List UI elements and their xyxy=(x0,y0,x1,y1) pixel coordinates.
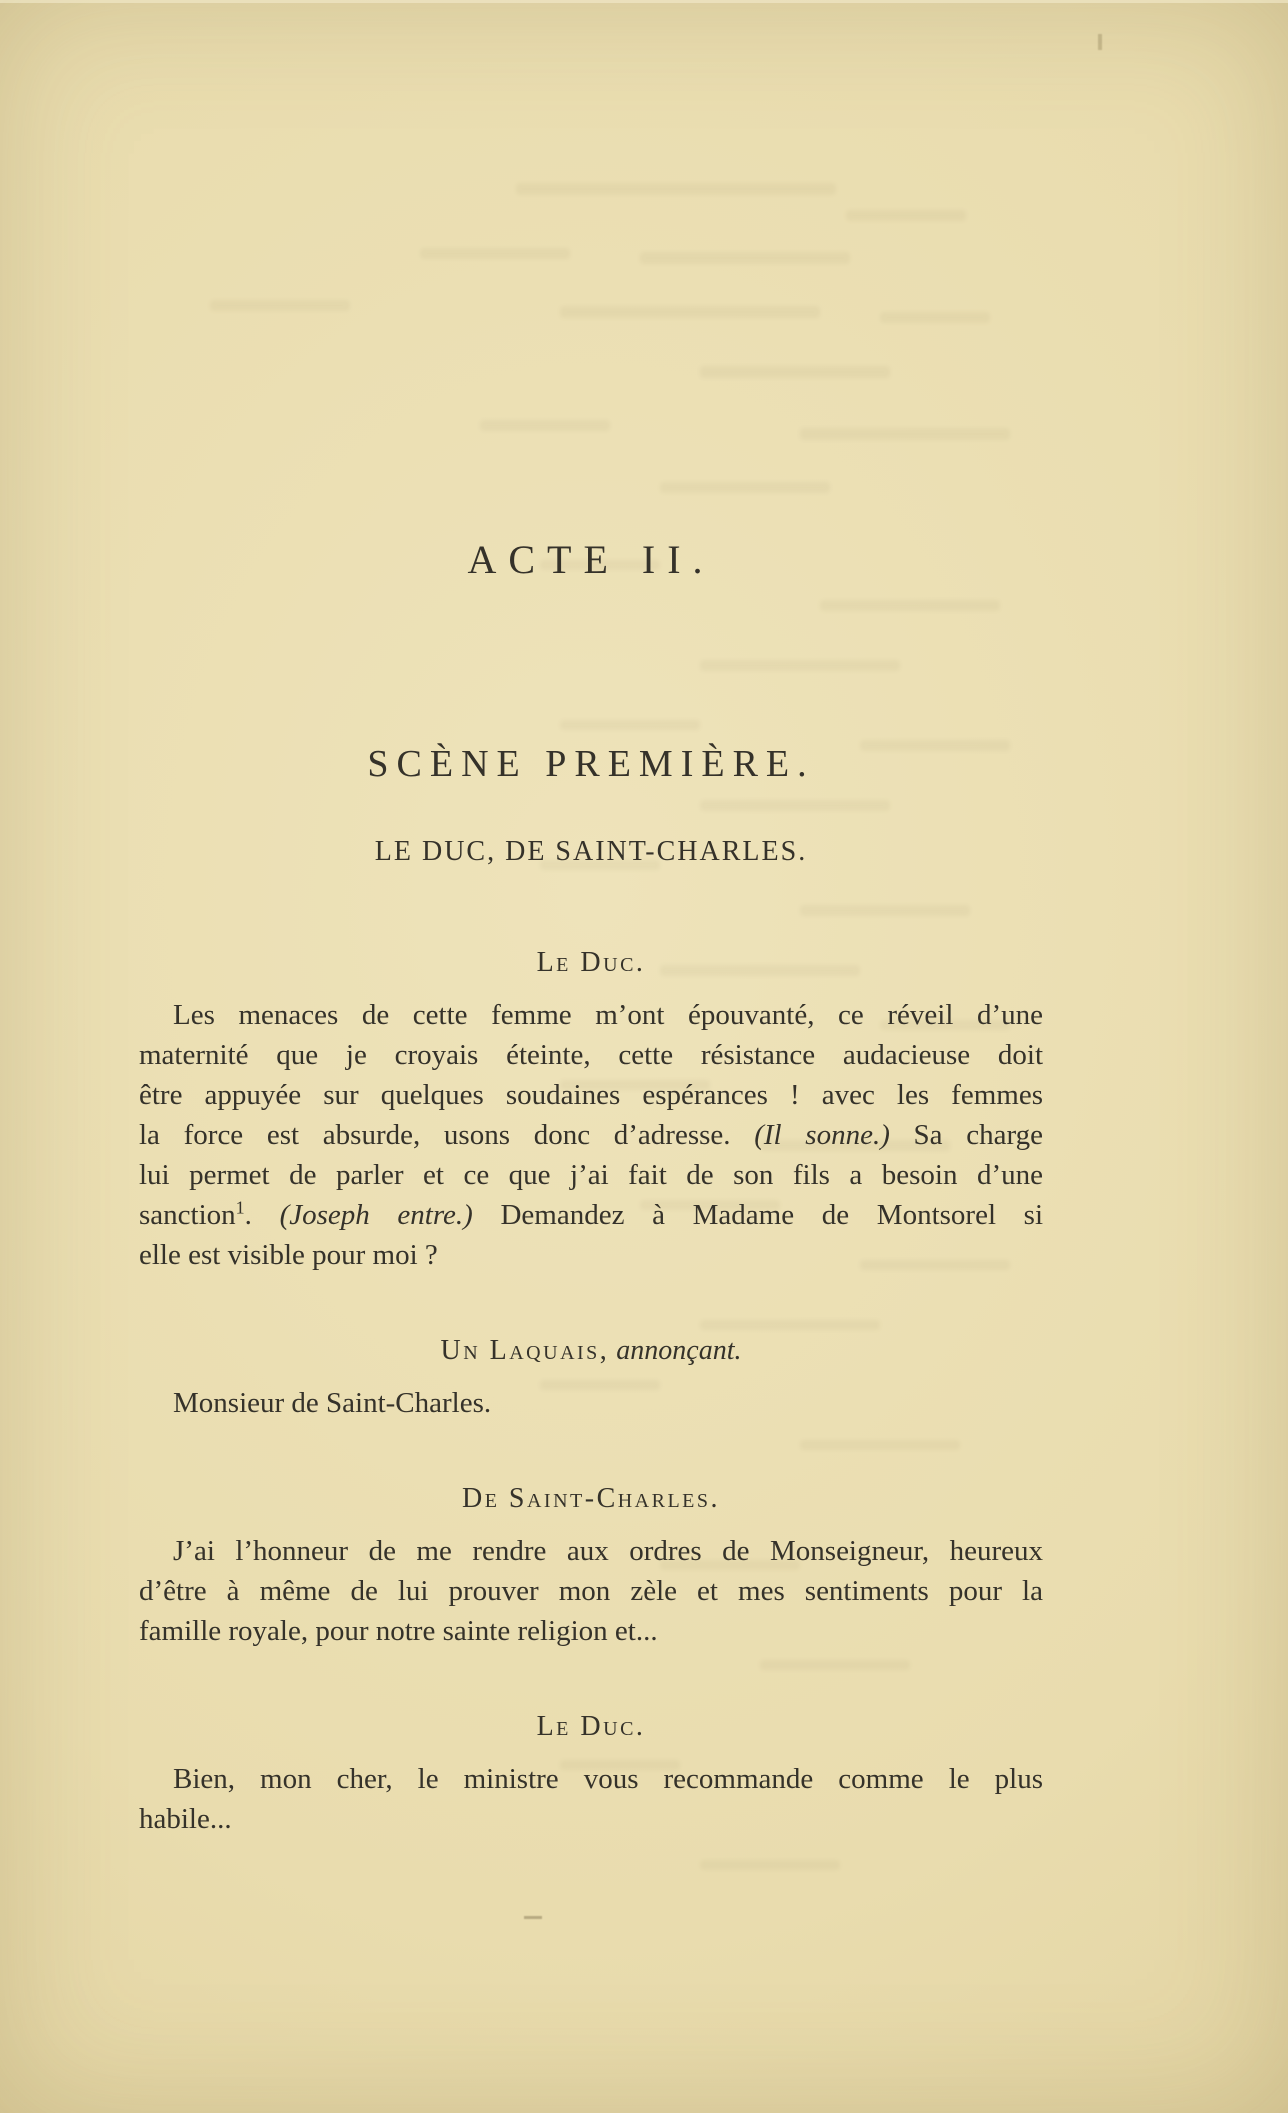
text-line xyxy=(139,1479,1043,1519)
text-segment: J’ai l’honneur de me rendre aux ordres de Monseigneur, heureux xyxy=(173,1535,1043,1567)
text-segment: habile... xyxy=(139,1803,232,1835)
text-segment: être appuyée sur quelques soudaines espérances ! avec les femmes xyxy=(139,1079,1043,1111)
show-through-line xyxy=(800,428,1010,440)
dialogue-text-block xyxy=(139,943,1043,1839)
text-line xyxy=(139,1331,1043,1371)
text-segment: la force est absurde, usons donc d’adresse. xyxy=(139,1119,755,1151)
text-segment: Les menaces de cette femme m’ont épouvanté, ce réveil d’une xyxy=(173,999,1043,1031)
text-line xyxy=(139,995,1043,1035)
text-segment: d’être à même de lui prouver mon zèle et mes sentiments pour la xyxy=(139,1575,1043,1607)
text-segment: . xyxy=(244,1199,280,1231)
speaker-name: De Saint-Charles. xyxy=(461,1483,721,1514)
scan-artifact xyxy=(1098,34,1102,50)
stage-direction: (Il sonne.) xyxy=(754,1119,890,1151)
show-through-line xyxy=(660,482,830,493)
show-through-line xyxy=(700,366,890,378)
scene-heading: SCÈNE PREMIÈRE. xyxy=(367,743,815,785)
text-line xyxy=(139,1707,1043,1747)
dialogue-paragraph xyxy=(139,1759,1043,1839)
show-through-line xyxy=(880,312,990,323)
text-segment: famille royale, pour notre sainte religion et... xyxy=(139,1615,658,1647)
text-segment: Demandez à Madame de Montsorel si xyxy=(472,1199,1043,1231)
text-segment: Sa charge xyxy=(889,1119,1044,1151)
text-line xyxy=(139,1195,1043,1235)
speaker-heading xyxy=(139,1479,1043,1519)
speaker-name: Le Duc. xyxy=(536,947,646,978)
dialogue-line xyxy=(139,1383,1043,1423)
text-line xyxy=(139,1759,1043,1799)
text-line xyxy=(139,1531,1043,1571)
text-line xyxy=(139,1075,1043,1115)
characters-list: LE DUC, DE SAINT-CHARLES. xyxy=(374,836,808,867)
stage-direction: annonçant. xyxy=(609,1335,742,1366)
show-through-line xyxy=(820,600,1000,611)
show-through-line xyxy=(700,800,890,811)
footnote-reference: 1 xyxy=(235,1197,245,1218)
text-line xyxy=(139,943,1043,983)
speaker-heading xyxy=(139,1331,1043,1371)
show-through-line xyxy=(420,248,570,259)
text-line xyxy=(139,1383,1043,1423)
speaker-name: Un Laquais, xyxy=(440,1335,610,1366)
show-through-line xyxy=(846,210,966,221)
scan-edge-artifact xyxy=(0,0,1288,3)
text-line xyxy=(139,1799,1043,1839)
text-segment: sanction xyxy=(139,1199,236,1231)
text-segment: maternité que je croyais éteinte, cette résistance audacieuse doit xyxy=(139,1039,1043,1071)
show-through-line xyxy=(700,660,900,671)
text-line xyxy=(139,1035,1043,1075)
page-mark-dash xyxy=(524,1916,542,1919)
show-through-line xyxy=(480,420,610,431)
speaker-heading xyxy=(139,1707,1043,1747)
speaker-heading xyxy=(139,943,1043,983)
text-segment: Monsieur de Saint-Charles. xyxy=(173,1387,492,1419)
show-through-line xyxy=(516,183,836,195)
text-segment: elle est visible pour moi ? xyxy=(139,1239,438,1271)
dialogue-paragraph xyxy=(139,995,1043,1275)
text-segment: Bien, mon cher, le ministre vous recommande comme le plus xyxy=(173,1763,1043,1795)
text-line xyxy=(139,1115,1043,1155)
dialogue-paragraph xyxy=(139,1531,1043,1651)
show-through-line xyxy=(210,300,350,311)
stage-direction: (Joseph entre.) xyxy=(279,1199,473,1231)
text-segment: lui permet de parler et ce que j’ai fait de son fils a besoin d’une xyxy=(139,1159,1043,1191)
show-through-line xyxy=(640,252,850,264)
speaker-name: Le Duc. xyxy=(536,1711,646,1742)
text-line xyxy=(139,1155,1043,1195)
act-heading: ACTE II. xyxy=(467,537,715,582)
show-through-line xyxy=(800,905,970,916)
show-through-line xyxy=(560,720,700,730)
show-through-line xyxy=(560,306,820,318)
text-line xyxy=(139,1611,1043,1651)
show-through-line xyxy=(700,1860,840,1870)
text-line xyxy=(139,1571,1043,1611)
text-line xyxy=(139,1235,1043,1275)
